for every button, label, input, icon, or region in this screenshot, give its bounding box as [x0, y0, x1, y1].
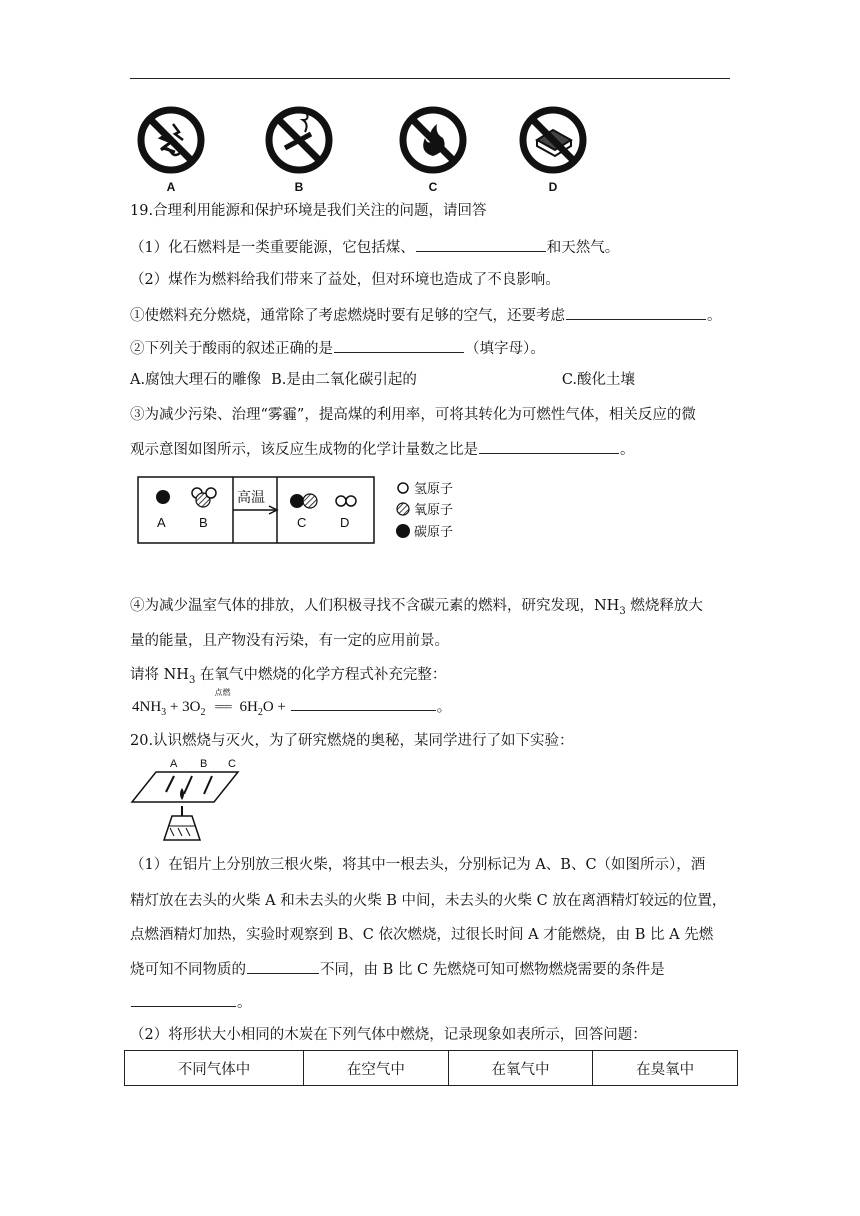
- legend-oxygen: 氧原子: [414, 503, 454, 518]
- match-experiment-figure: [130, 758, 240, 844]
- answer-blank[interactable]: [291, 695, 436, 711]
- no-open-flame-icon: [393, 106, 473, 178]
- answer-blank[interactable]: [247, 958, 319, 974]
- reaction-condition: 点燃 ===: [214, 688, 231, 714]
- carbon-atom: [156, 490, 170, 504]
- q19-part9: 请将 $NH_3$ 在氧气中燃烧的化学方程式补充完整：: [130, 667, 447, 686]
- q20-part6: （2）将形状大小相同的木炭在下列气体中燃烧，记录现象如表所示，回答问题：: [130, 1027, 647, 1043]
- no-matches-icon: [513, 106, 593, 178]
- legend-carbon: 碳原子: [414, 525, 454, 540]
- answer-blank[interactable]: [479, 438, 619, 454]
- sign-label: C: [428, 180, 438, 194]
- q19-part2: （2）煤作为燃料给我们带来了益处，但对环境也造成了不良影响。: [130, 272, 560, 288]
- q20-part1: （1）在铝片上分别放三根火柴，将其中一根去头，分别标记为 A、B、C（如图所示），酒: [130, 857, 706, 873]
- sign-d: [513, 106, 593, 202]
- table-row: [125, 1051, 738, 1086]
- sign-label: A: [166, 180, 176, 194]
- no-fireworks-icon: [131, 106, 211, 178]
- reaction-diagram: [137, 475, 477, 547]
- q19-part3: ①使燃料充分燃烧，通常除了考虑燃烧时要有足够的空气，还要考虑 。: [130, 304, 722, 326]
- table-header-cell: 在臭氧中: [593, 1051, 738, 1086]
- sign-b: [259, 106, 339, 202]
- sign-a: [131, 106, 211, 202]
- legend-hydrogen: 氢原子: [414, 482, 454, 497]
- table-header-cell: 在空气中: [304, 1051, 449, 1086]
- match-label-c: C: [228, 758, 236, 770]
- q19-options: [130, 370, 635, 390]
- q20-part5: 。: [130, 991, 252, 1013]
- table-header-cell: 在氧气中: [448, 1051, 593, 1086]
- option-c: C.酸化土壤: [561, 372, 636, 388]
- label-d: D: [340, 515, 350, 530]
- label-b: B: [199, 515, 208, 530]
- sign-c: [393, 106, 473, 202]
- gas-comparison-table: [124, 1050, 738, 1086]
- q20-part4: 烧可知不同物质的 不同，由 B 比 C 先燃烧可知可燃物燃烧需要的条件是: [130, 958, 665, 980]
- option-b: B.是由二氧化碳引起的: [271, 372, 417, 388]
- table-header-cell: 不同气体中: [125, 1051, 304, 1086]
- option-a: A.腐蚀大理石的雕像: [130, 372, 262, 388]
- arrow-label: 高温: [237, 490, 265, 506]
- match-label-a: A: [170, 758, 178, 770]
- answer-blank[interactable]: [416, 236, 546, 252]
- answer-blank[interactable]: [566, 304, 706, 320]
- q20-part3: 点燃酒精灯加热，实验时观察到 B、C 依次燃烧，过很长时间 A 才能燃烧，由 B 比 A 先燃: [130, 927, 714, 943]
- answer-blank[interactable]: [131, 991, 236, 1007]
- alcohol-lamp-icon: [130, 762, 240, 844]
- chemical-equation: $4NH_3 + 3O_2$ 点燃 === $6H_2O$ + 。: [132, 688, 452, 718]
- match-label-b: B: [200, 758, 208, 770]
- q19-part8: 量的能量，且产物没有污染，有一定的应用前景。: [130, 633, 449, 649]
- q19-part5: ③为减少污染、治理“雾霾”，提高煤的利用率，可将其转化为可燃性气体，相关反应的微: [130, 407, 696, 423]
- sign-label: B: [294, 180, 304, 194]
- q19-part7: ④为减少温室气体的排放，人们积极寻找不含碳元素的燃料，研究发现，$NH_3$ 燃烧释放大: [130, 598, 703, 617]
- sign-label: D: [548, 180, 558, 194]
- q20-title: 20.认识燃烧与灭火，为了研究燃烧的奥秘，某同学进行了如下实验：: [130, 733, 574, 749]
- q19-part1: （1）化石燃料是一类重要能源，它包括煤、 和天然气。: [130, 236, 619, 258]
- label-c: C: [297, 515, 307, 530]
- label-a: A: [157, 515, 166, 530]
- answer-blank[interactable]: [334, 337, 464, 353]
- header-rule: [130, 78, 730, 79]
- q19-part4: ②下列关于酸雨的叙述正确的是 （填字母）。: [130, 337, 545, 359]
- q20-part2: 精灯放在去头的火柴 A 和未去头的火柴 B 中间，未去头的火柴 C 放在离酒精灯较远的位置，: [130, 893, 727, 909]
- no-smoking-icon: [259, 106, 339, 178]
- q19-title: 19.合理利用能源和保护环境是我们关注的问题，请回答: [130, 203, 487, 219]
- q19-part6: 观示意图如图所示，该反应生成物的化学计量数之比是 。: [130, 438, 635, 460]
